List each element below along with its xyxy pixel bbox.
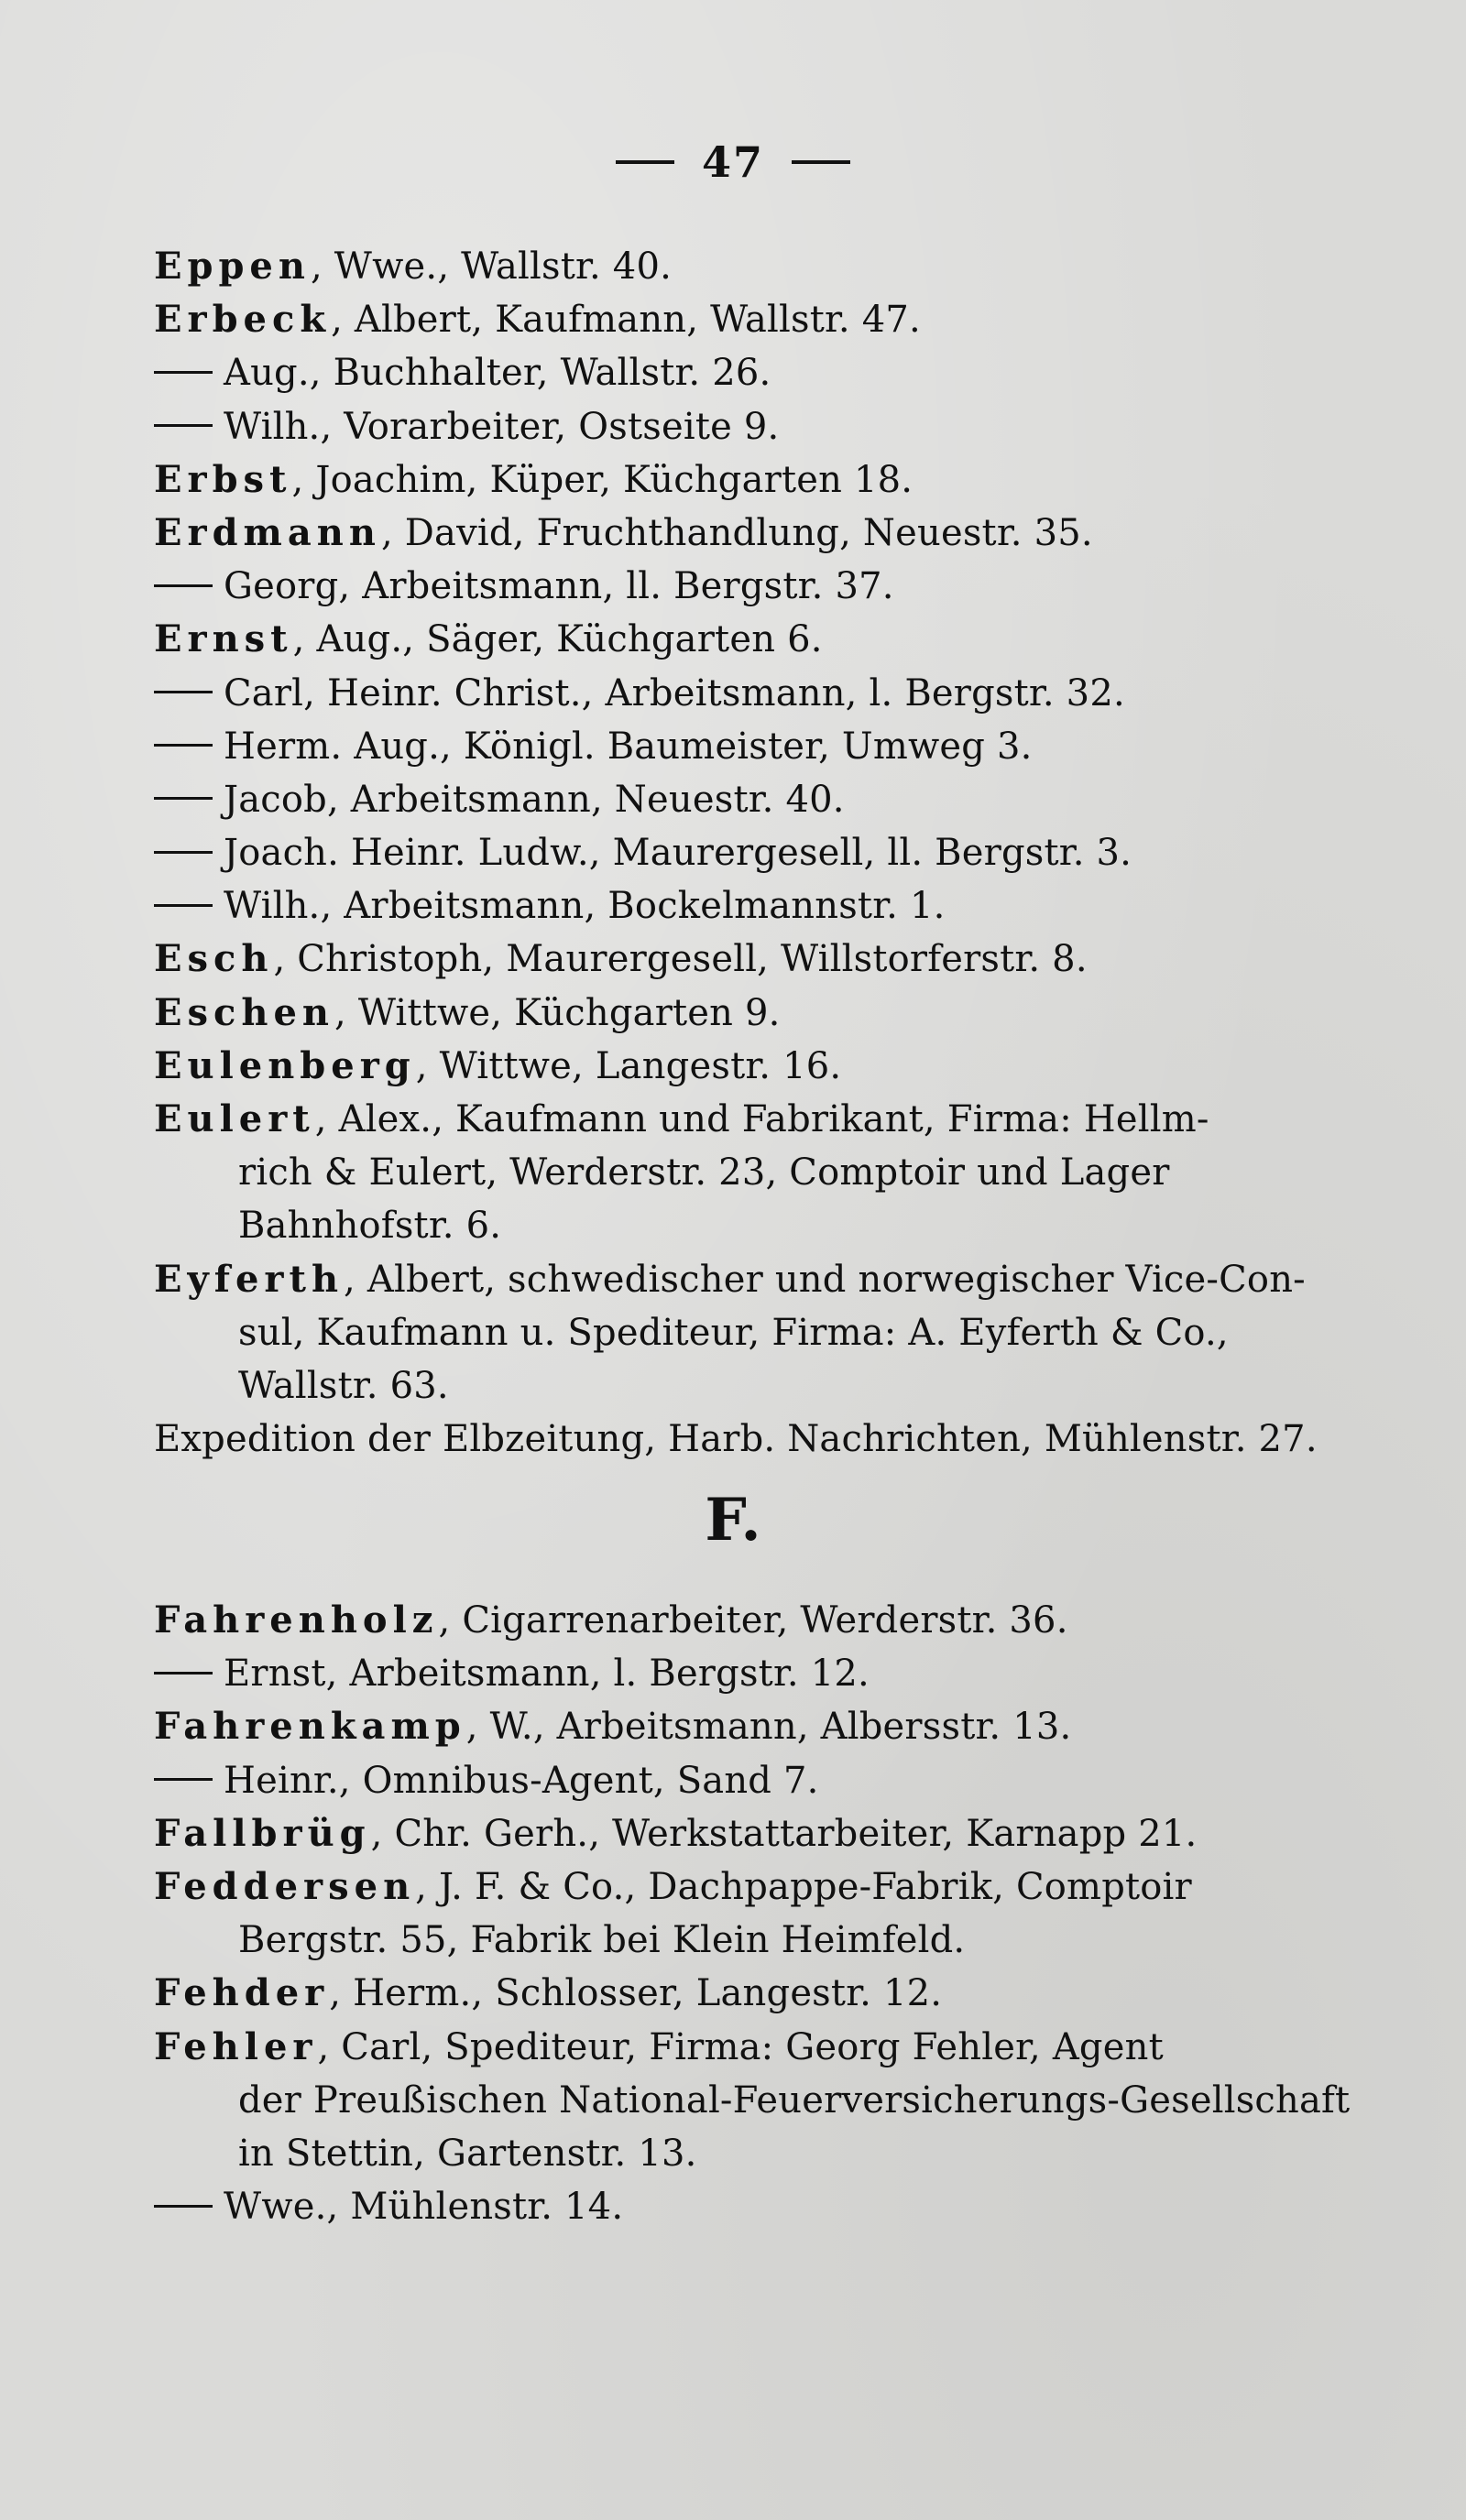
directory-entry-line — [154, 507, 1336, 560]
directory-entry-line — [154, 1807, 1336, 1860]
entry-details: , David, Fruchthandlung, Neuestr. 35. — [380, 511, 1093, 554]
entry-surname: Eppen — [154, 245, 311, 288]
entry-details: , Wittwe, Küchgarten 9. — [334, 991, 781, 1034]
repeat-surname-dash — [154, 584, 213, 587]
directory-entry-line — [154, 1413, 1336, 1466]
entry-surname: Fahrenkamp — [154, 1705, 466, 1749]
directory-entry-line — [154, 560, 1336, 613]
page-number-dash-left — [616, 160, 674, 164]
entry-details: rich & Eulert, Werderstr. 23, Comptoir und Lager — [238, 1151, 1170, 1195]
directory-entry-line — [154, 2180, 1336, 2233]
entry-details: Jacob, Arbeitsmann, Neuestr. 40. — [224, 778, 845, 821]
directory-entry-line — [154, 667, 1336, 720]
entry-details: Heinr., Omnibus-Agent, Sand 7. — [224, 1759, 819, 1802]
directory-entry-line — [154, 346, 1336, 399]
directory-entry-line — [154, 1700, 1336, 1753]
repeat-surname-dash — [154, 424, 213, 427]
entry-details: Bahnhofstr. 6. — [238, 1205, 502, 1248]
entry-surname: Eyferth — [154, 1257, 345, 1301]
entry-surname: Feddersen — [154, 1864, 416, 1908]
entry-surname: Fehder — [154, 1971, 330, 2015]
entry-details: Joach. Heinr. Ludw., Maurergesell, ll. Bergstr. 3. — [224, 832, 1132, 875]
entries-f-list — [154, 1594, 1351, 2233]
entry-details: , W., Arbeitsmann, Albersstr. 13. — [465, 1706, 1072, 1749]
directory-entry-line — [154, 933, 1336, 986]
entry-details: , Wittwe, Langestr. 16. — [415, 1044, 842, 1087]
entry-details: , Carl, Spediteur, Firma: Georg Fehler, Agent — [317, 2025, 1164, 2068]
entries-e-list — [154, 240, 1336, 1466]
directory-entry-line — [154, 1306, 1336, 1359]
entry-details: Aug., Buchhalter, Wallstr. 26. — [224, 352, 771, 395]
entry-details: Georg, Arbeitsmann, ll. Bergstr. 37. — [224, 565, 894, 608]
entry-details: Carl, Heinr. Christ., Arbeitsmann, l. Bergstr. 32. — [224, 671, 1125, 715]
directory-entry-line — [154, 1359, 1336, 1413]
directory-entry-line — [154, 1040, 1336, 1093]
entry-surname: Fehler — [154, 2024, 318, 2068]
directory-entry-line — [154, 1146, 1336, 1199]
entry-surname: Fallbrüg — [154, 1811, 371, 1855]
entry-details: , Wwe., Wallstr. 40. — [310, 245, 673, 288]
entry-details: Herm. Aug., Königl. Baumeister, Umweg 3. — [224, 725, 1033, 768]
directory-entry-line — [154, 1860, 1336, 1914]
repeat-surname-dash — [154, 1672, 213, 1675]
directory-entry-line — [154, 720, 1336, 773]
directory-entry-line — [154, 293, 1336, 346]
repeat-surname-dash — [154, 797, 213, 800]
directory-entry-line — [154, 400, 1336, 453]
entry-details: sul, Kaufmann u. Spediteur, Firma: A. Eyferth & Co., — [238, 1311, 1229, 1354]
directory-entry-line — [154, 2021, 1336, 2074]
entry-details: Wilh., Vorarbeiter, Ostseite 9. — [224, 405, 780, 448]
directory-entry-line — [154, 1253, 1336, 1306]
entry-surname: Esch — [154, 937, 274, 981]
entry-details: , J. F. & Co., Dachpappe-Fabrik, Comptoir — [415, 1865, 1192, 1908]
directory-entry-line — [154, 2074, 1351, 2127]
entry-details: , Cigarrenarbeiter, Werderstr. 36. — [438, 1599, 1068, 1642]
directory-entry-line — [154, 613, 1336, 666]
entry-details: , Joachim, Küper, Küchgarten 18. — [291, 458, 914, 501]
repeat-surname-dash — [154, 371, 213, 374]
directory-entry-line — [154, 826, 1336, 879]
page-number-text: 47 — [701, 137, 764, 187]
entry-details: , Albert, Kaufmann, Wallstr. 47. — [331, 299, 921, 342]
entry-surname: Ernst — [154, 617, 293, 661]
entry-surname: Eulenberg — [154, 1043, 416, 1087]
directory-entry-line — [154, 1967, 1336, 2020]
repeat-surname-dash — [154, 2205, 213, 2208]
directory-entry-line — [154, 1914, 1336, 1967]
section-letter-heading: F. — [705, 1486, 761, 1555]
repeat-surname-dash — [154, 691, 213, 693]
entry-surname: Erdmann — [154, 510, 381, 554]
entry-details: Ernst, Arbeitsmann, l. Bergstr. 12. — [224, 1653, 870, 1696]
entry-surname: Eulert — [154, 1097, 315, 1140]
entry-details: Expedition der Elbzeitung, Harb. Nachrichten, Mühlenstr. 27. — [154, 1418, 1318, 1461]
page-number-dash-right — [792, 160, 850, 164]
entry-details: , Christoph, Maurergesell, Willstorferstr. 8. — [273, 938, 1088, 981]
entry-details: , Herm., Schlosser, Langestr. 12. — [329, 1972, 943, 2015]
repeat-surname-dash — [154, 1778, 213, 1781]
directory-entry-line — [154, 1594, 1336, 1647]
directory-entry-line — [154, 879, 1336, 933]
directory-entry-line — [154, 1093, 1336, 1146]
repeat-surname-dash — [154, 744, 213, 747]
entry-surname: Eschen — [154, 990, 334, 1034]
entry-details: , Alex., Kaufmann und Fabrikant, Firma: Hellm- — [314, 1098, 1209, 1140]
entry-details: , Chr. Gerh., Werkstattarbeiter, Karnapp 21. — [370, 1812, 1198, 1855]
entry-surname: Erbst — [154, 457, 292, 501]
directory-entry-line — [154, 987, 1336, 1040]
directory-entry-line — [154, 1647, 1336, 1700]
entry-details: , Albert, schwedischer und norwegischer Vice-Con- — [344, 1258, 1306, 1301]
entry-details: Wilh., Arbeitsmann, Bockelmannstr. 1. — [224, 885, 946, 928]
directory-entry-line — [154, 1754, 1336, 1807]
entry-details: Wallstr. 63. — [238, 1364, 449, 1407]
page-number — [0, 137, 1466, 187]
entry-details: Wwe., Mühlenstr. 14. — [224, 2186, 624, 2229]
directory-entry-line — [154, 1199, 1336, 1252]
entry-surname: Fahrenholz — [154, 1598, 439, 1642]
entry-details: , Aug., Säger, Küchgarten 6. — [292, 618, 823, 661]
repeat-surname-dash — [154, 851, 213, 854]
entry-details: Bergstr. 55, Fabrik bei Klein Heimfeld. — [238, 1919, 966, 1962]
entry-surname: Erbeck — [154, 298, 332, 342]
entry-details: der Preußischen National-Feuerversicherungs-Gesellschaft — [238, 2078, 1351, 2122]
directory-entry-line — [154, 453, 1336, 507]
directory-entry-line — [154, 773, 1336, 826]
directory-entry-line — [154, 2127, 1336, 2180]
directory-entry-line — [154, 240, 1336, 293]
entry-details: in Stettin, Gartenstr. 13. — [238, 2132, 697, 2175]
repeat-surname-dash — [154, 904, 213, 907]
